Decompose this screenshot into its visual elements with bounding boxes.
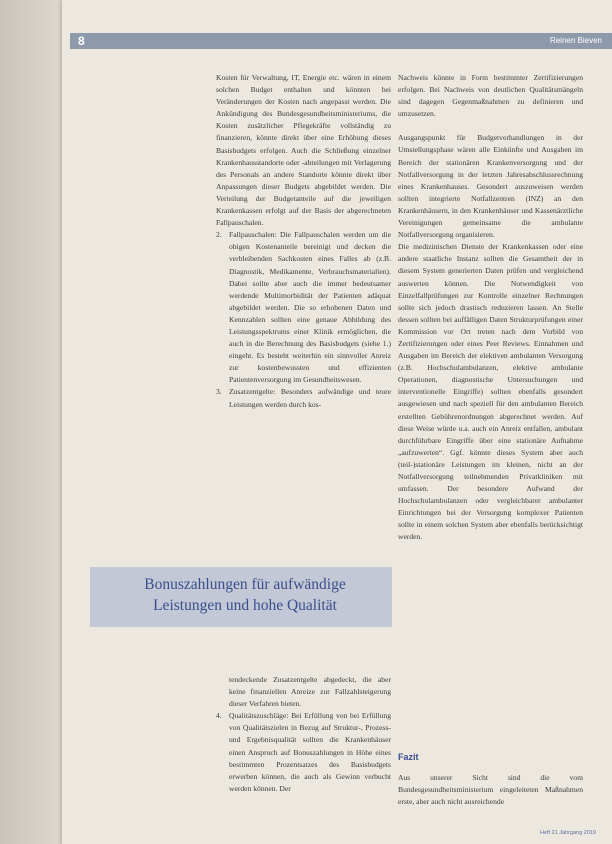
numbered-list <box>216 229 391 410</box>
list-item-text: Zusatzentgelte: Besonders aufwändige und teure Leistungen werden durch kos- <box>229 387 391 409</box>
left-column-bottom <box>216 674 391 795</box>
footer-issue: Heft 21 Jahrgang 2019 <box>540 830 596 836</box>
page-number: 8 <box>78 34 85 48</box>
list-item <box>216 229 391 386</box>
list-item <box>216 674 391 710</box>
list-item-text: Qualitätszuschläge: Bei Erfüllung von bei Erfüllung von Qualitätszielen in Bezug auf Struktur-, Prozess- und Ergebnisqualität sollten die Krankenhäuser einen Anspruch auf Bonuszahlungen in Höhe eines bestimmten Prozentsatzes des Basisbudgets erwerben können, die auch als Gewinn verbucht werden können. Der <box>229 711 391 793</box>
list-item-text: tendeckende Zusatzentgelte abgedeckt, die aber keine finanziellen Anreize zur Fallzahlsteigerung dieser Verfahren bieten. <box>229 675 391 709</box>
section-heading-fazit: Fazit <box>398 752 419 762</box>
paragraph: Die medizinischen Dienste der Krankenkassen oder eine andere staatliche Instanz sollten die Gesamtheit der in diesem System generierten Daten prüfen und vergleichend auswerten können. Die Notwendigkeit von Einzelfallprüfungen zur Kontrolle einzelner Rechnungen sollte sich jedoch drastisch reduzieren lassen. An Stelle dessen sollten bei auffälligen Daten Strukturprüfungen einer Kommission vor Ort treten nach dem Vorbild von Zertifizierungen oder eines Peer Reviews. Einnahmen und Ausgaben im Bereich der elektiven ambulanten Versorgung (z.B. Hochschulambulanzen, elektive ambulante Operationen, diagnostische Untersuchungen und interventionelle Eingriffe) sollten ebenfalls gesondert ausgewiesen und nach speziell für den ambulanten Bereich erstellten Gebührenordnungen abgerechnet werden. Auf diese Weise würde u.a. auch ein Anreiz entfallen, ambulant durchführbare Eingriffe über eine stationäre Aufnahme „aufzuwerten“. Ggf. könnte dieses System aber auch (teil-)stationäre Leistungen im kleinen, nicht an der Notfallversorgung teilnehmenden Privatkliniken mit umfassen. Der besondere Aufwand der Hochschulambulanzen oder vergleichbarer ambulanter Einrichtungen bei der Versorgung komplexer Patienten sollte in einem solchen System aber ebenfalls berücksichtigt werden. <box>398 242 583 542</box>
left-column-top <box>216 72 391 411</box>
list-item <box>216 386 391 410</box>
numbered-list-continued <box>216 674 391 795</box>
header-bar <box>70 33 612 49</box>
right-column-bottom <box>398 772 583 808</box>
pull-quote-line: Bonuszahlungen für aufwändige <box>144 576 346 593</box>
intro-paragraph: Kosten für Verwaltung, IT, Energie etc. wären in einem solchen Budget enthalten und könnten bei Veränderungen der Kosten nach angepasst werden. Die Ankündigung des Bundesgesundheitsministeriums, die Kosten zusätzlicher Pflegekräfte vollständig zu finanzieren, könnte direkt über eine Erhöhung dieses Basisbudgets erfolgen. Auch die Schließung einzelner Krankenhausstandorte oder -abteilungen mit Verlagerung des Personals an andere Standorte könnte direkt über Anpassungen dieser Budgets abgebildet werden. Die Verteilung der Budgetanteile auf die jeweiligen Krankenkassen erfolgt auf der Basis der abgerechneten Fallpauschalen. <box>216 73 391 228</box>
pull-quote <box>105 574 385 616</box>
list-item-text: Fallpauschalen: Die Fallpauschalen werden um die obigen Kostenanteile bereinigt und decken die verbleibenden Sachkosten eines Falles ab (z.B. Diagnostik, Medikamente, Verbrauchsmaterialien). Dabei sollte aber auch die immer bedeutsamer werdende Multimorbidität der Patienten adäquat abgebildet werden. Die so erhobenen Daten und Kennzahlen sollten eine genaue Abbildung des Leistungsspektrums einer Klinik ermöglichen, die auch in die Berechnung des Basisbudgets (siehe 1.) eingeht. Es besteht weiterhin ein sinnvoller Anreiz zur kostenbewussten und effizienten Patientenversorgung im Gesundheitswesen. <box>229 230 391 385</box>
list-number: 3. <box>216 387 222 397</box>
running-head: Reinen Bieven <box>549 36 602 45</box>
pull-quote-line: Leistungen und hohe Qualität <box>153 597 337 614</box>
paragraph: Nachweis könnte in Form bestimmter Zertifizierungen erfolgen. Bei Nachweis von deutlichen Qualitätsmängeln sind dagegen Gegenmaßnahmen zu definieren und umzusetzen. <box>398 73 583 119</box>
paragraph: Ausgangspunkt für Budgetverhandlungen in der Umstellungsphase wären alle Einkünfte und Ausgaben im Bereich der stationären Krankenversorgung und der Notfallversorgung in der letzten Jahresabschlussrechnung eines Krankenhauses. Gesondert auszuweisen werden sollten integrierte Notfallzentren (INZ) an den Krankenhäusern, in den Krankenhäuser und Kassenärztliche Vereinigungen gemeinsame die ambulante Notfallversorgung organisieren. <box>398 133 583 240</box>
list-number: 2. <box>216 230 222 240</box>
paragraph: Aus unserer Sicht sind die vom Bundesgesundheitsministerium eingeleiteten Maßnahmen erste, aber auch nicht ausreichende <box>398 773 583 807</box>
right-column <box>398 72 583 544</box>
list-number: 4. <box>216 711 222 721</box>
list-item <box>216 710 391 795</box>
binding-shadow <box>0 0 62 844</box>
